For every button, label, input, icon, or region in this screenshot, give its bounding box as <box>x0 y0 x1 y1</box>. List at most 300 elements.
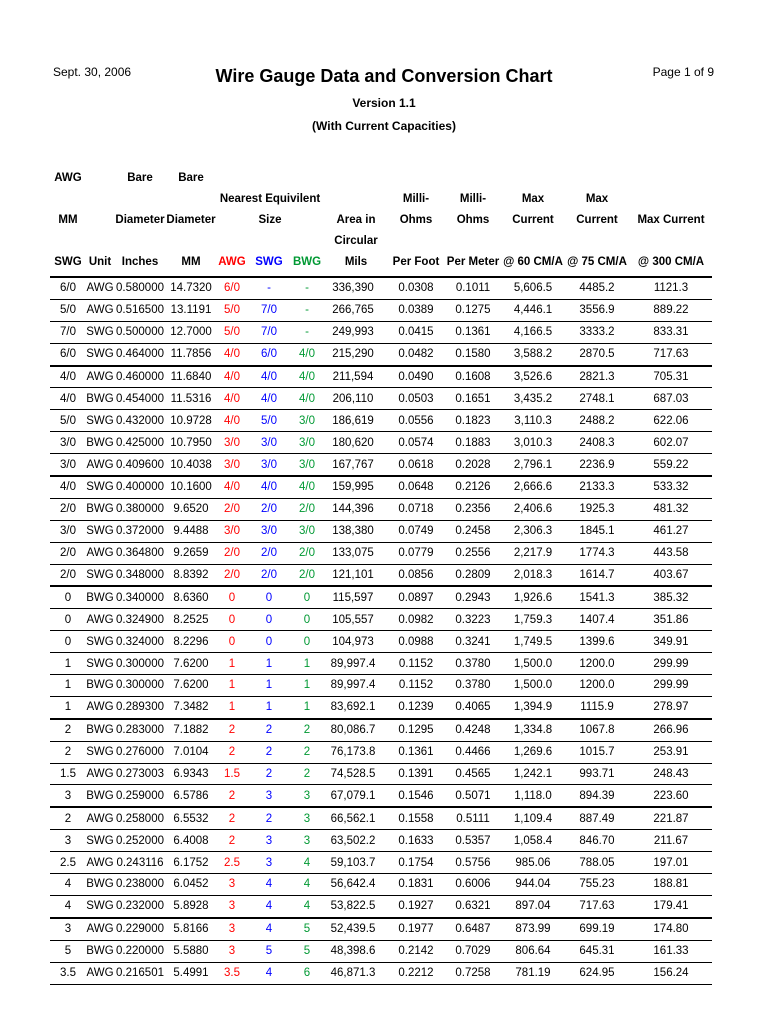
cell-unit: BWG <box>86 432 114 454</box>
cell-unit: SWG <box>86 653 114 675</box>
cell-unit: BWG <box>86 498 114 520</box>
table-row <box>50 542 712 564</box>
cell-gauge: 0 <box>50 631 86 653</box>
table-row <box>50 874 712 896</box>
cell-current-75: 1200.0 <box>564 675 630 697</box>
cell-bare-in: 0.289300 <box>114 696 166 718</box>
cell-area-cmils: 180,620 <box>324 432 388 454</box>
cell-bare-mm: 6.5786 <box>166 785 216 807</box>
cell-area-cmils: 89,997.4 <box>324 653 388 675</box>
cell-bare-mm: 11.6840 <box>166 366 216 388</box>
cell-current-60: 1,118.0 <box>502 785 564 807</box>
table-row <box>50 696 712 718</box>
cell-near-swg: 2 <box>248 741 290 763</box>
cell-unit: AWG <box>86 763 114 785</box>
table-row <box>50 763 712 785</box>
cell-mohm-per-m: 0.3223 <box>444 609 502 631</box>
cell-unit: SWG <box>86 631 114 653</box>
cell-bare-in: 0.258000 <box>114 807 166 829</box>
cell-near-swg: 3 <box>248 785 290 807</box>
cell-unit: BWG <box>86 940 114 962</box>
cell-mohm-per-ft: 0.1558 <box>388 807 444 829</box>
cell-current-60: 3,435.2 <box>502 388 564 410</box>
cell-current-75: 894.39 <box>564 785 630 807</box>
cell-bare-in: 0.300000 <box>114 653 166 675</box>
cell-bare-in: 0.259000 <box>114 785 166 807</box>
table-row <box>50 476 712 498</box>
cell-mohm-per-ft: 0.2212 <box>388 962 444 984</box>
cell-current-300: 197.01 <box>630 852 712 874</box>
cell-near-swg: 4 <box>248 874 290 896</box>
cell-near-bwg: 4/0 <box>290 388 324 410</box>
cell-bare-in: 0.348000 <box>114 564 166 586</box>
cell-bare-in: 0.580000 <box>114 277 166 299</box>
cell-mohm-per-ft: 0.0618 <box>388 454 444 476</box>
cell-gauge: 4/0 <box>50 366 86 388</box>
cell-near-awg: 3/0 <box>216 432 248 454</box>
cell-current-60: 806.64 <box>502 940 564 962</box>
cell-near-swg: 4 <box>248 962 290 984</box>
cell-near-swg: 7/0 <box>248 321 290 343</box>
cell-mohm-per-m: 0.5071 <box>444 785 502 807</box>
cell-current-75: 1067.8 <box>564 719 630 741</box>
cell-current-300: 461.27 <box>630 520 712 542</box>
cell-bare-mm: 9.2659 <box>166 542 216 564</box>
cell-near-swg: 0 <box>248 609 290 631</box>
table-row <box>50 564 712 586</box>
cell-bare-mm: 6.4008 <box>166 830 216 852</box>
cell-current-60: 985.06 <box>502 852 564 874</box>
cell-area-cmils: 56,642.4 <box>324 874 388 896</box>
cell-near-swg: 5/0 <box>248 410 290 432</box>
table-body <box>50 277 712 984</box>
cell-near-awg: 2/0 <box>216 542 248 564</box>
cell-near-swg: 2 <box>248 807 290 829</box>
cell-area-cmils: 59,103.7 <box>324 852 388 874</box>
cell-mohm-per-ft: 0.1295 <box>388 719 444 741</box>
cell-gauge: 6/0 <box>50 343 86 365</box>
cell-near-swg: 0 <box>248 586 290 608</box>
header-mohm-ft-line1: Milli-Ohms <box>399 193 433 226</box>
header-i300-line2: @ 300 CM/A <box>637 256 705 268</box>
cell-area-cmils: 52,439.5 <box>324 918 388 940</box>
table-row <box>50 653 712 675</box>
table-row <box>50 895 712 917</box>
cell-mohm-per-m: 0.4065 <box>444 696 502 718</box>
cell-mohm-per-m: 0.3241 <box>444 631 502 653</box>
cell-current-60: 2,666.6 <box>502 476 564 498</box>
cell-current-300: 253.91 <box>630 741 712 763</box>
cell-mohm-per-ft: 0.0415 <box>388 321 444 343</box>
cell-current-75: 645.31 <box>564 940 630 962</box>
header-i60-line2: @ 60 CM/A <box>503 256 563 268</box>
cell-mohm-per-m: 0.5756 <box>444 852 502 874</box>
cell-current-75: 755.23 <box>564 874 630 896</box>
cell-current-60: 1,242.1 <box>502 763 564 785</box>
cell-current-300: 687.03 <box>630 388 712 410</box>
cell-mohm-per-ft: 0.1831 <box>388 874 444 896</box>
cell-bare-mm: 8.2296 <box>166 631 216 653</box>
cell-current-75: 3333.2 <box>564 321 630 343</box>
cell-near-swg: 3/0 <box>248 432 290 454</box>
cell-mohm-per-ft: 0.0988 <box>388 631 444 653</box>
table-row <box>50 940 712 962</box>
cell-current-300: 533.32 <box>630 476 712 498</box>
cell-near-awg: 0 <box>216 586 248 608</box>
cell-unit: AWG <box>86 299 114 321</box>
table-row <box>50 321 712 343</box>
header-bare-mm-line3: MM <box>181 256 201 268</box>
cell-near-awg: 5/0 <box>216 299 248 321</box>
cell-near-awg: 6/0 <box>216 277 248 299</box>
cell-gauge: 4/0 <box>50 388 86 410</box>
cell-unit: AWG <box>86 807 114 829</box>
table-row <box>50 675 712 697</box>
cell-current-75: 4485.2 <box>564 277 630 299</box>
cell-unit: AWG <box>86 962 114 984</box>
cell-near-awg: 2/0 <box>216 564 248 586</box>
table-row <box>50 520 712 542</box>
cell-near-awg: 3/0 <box>216 520 248 542</box>
cell-near-bwg: 3 <box>290 830 324 852</box>
subtitle-note: (With Current Capacities) <box>312 119 456 133</box>
cell-gauge: 3.5 <box>50 962 86 984</box>
cell-unit: SWG <box>86 343 114 365</box>
cell-mohm-per-ft: 0.0779 <box>388 542 444 564</box>
cell-unit: BWG <box>86 719 114 741</box>
cell-mohm-per-ft: 0.1633 <box>388 830 444 852</box>
cell-near-awg: 2 <box>216 785 248 807</box>
cell-mohm-per-m: 0.1608 <box>444 366 502 388</box>
cell-gauge: 7/0 <box>50 321 86 343</box>
cell-mohm-per-ft: 0.1546 <box>388 785 444 807</box>
cell-near-swg: 1 <box>248 696 290 718</box>
cell-bare-in: 0.324000 <box>114 631 166 653</box>
cell-current-60: 3,010.3 <box>502 432 564 454</box>
header-bare-mm-line2: Diameter <box>166 214 216 226</box>
cell-unit: AWG <box>86 609 114 631</box>
cell-current-300: 559.22 <box>630 454 712 476</box>
version-label: Version 1.1 <box>352 96 416 110</box>
cell-mohm-per-m: 0.4248 <box>444 719 502 741</box>
cell-unit: AWG <box>86 277 114 299</box>
cell-bare-mm: 5.4991 <box>166 962 216 984</box>
cell-mohm-per-m: 0.5111 <box>444 807 502 829</box>
header-area-line2: Circular Mils <box>334 235 378 268</box>
cell-near-swg: 4/0 <box>248 388 290 410</box>
cell-mohm-per-m: 0.2028 <box>444 454 502 476</box>
cell-mohm-per-ft: 0.1754 <box>388 852 444 874</box>
cell-near-awg: 1.5 <box>216 763 248 785</box>
cell-current-300: 278.97 <box>630 696 712 718</box>
cell-current-75: 788.05 <box>564 852 630 874</box>
cell-mohm-per-m: 0.4565 <box>444 763 502 785</box>
cell-current-300: 833.31 <box>630 321 712 343</box>
cell-bare-mm: 7.3482 <box>166 696 216 718</box>
cell-unit: AWG <box>86 852 114 874</box>
table-row <box>50 586 712 608</box>
cell-near-bwg: - <box>290 277 324 299</box>
cell-gauge: 2/0 <box>50 542 86 564</box>
cell-bare-in: 0.409600 <box>114 454 166 476</box>
cell-bare-mm: 11.5316 <box>166 388 216 410</box>
cell-current-300: 481.32 <box>630 498 712 520</box>
cell-current-300: 299.99 <box>630 653 712 675</box>
cell-current-75: 2488.2 <box>564 410 630 432</box>
cell-bare-mm: 7.0104 <box>166 741 216 763</box>
cell-bare-in: 0.454000 <box>114 388 166 410</box>
cell-unit: SWG <box>86 895 114 917</box>
cell-near-awg: 2.5 <box>216 852 248 874</box>
cell-near-bwg: 5 <box>290 918 324 940</box>
cell-gauge: 3 <box>50 918 86 940</box>
cell-unit: SWG <box>86 476 114 498</box>
cell-current-300: 1121.3 <box>630 277 712 299</box>
cell-area-cmils: 266,765 <box>324 299 388 321</box>
cell-current-75: 1115.9 <box>564 696 630 718</box>
cell-near-swg: 1 <box>248 653 290 675</box>
table-row <box>50 299 712 321</box>
cell-area-cmils: 104,973 <box>324 631 388 653</box>
cell-mohm-per-m: 0.1651 <box>444 388 502 410</box>
cell-mohm-per-ft: 0.0897 <box>388 586 444 608</box>
cell-unit: SWG <box>86 321 114 343</box>
cell-current-60: 2,306.3 <box>502 520 564 542</box>
cell-near-awg: 4/0 <box>216 343 248 365</box>
cell-near-swg: 3/0 <box>248 454 290 476</box>
table-row <box>50 719 712 741</box>
cell-near-awg: 3/0 <box>216 454 248 476</box>
cell-bare-in: 0.340000 <box>114 586 166 608</box>
cell-unit: AWG <box>86 454 114 476</box>
cell-mohm-per-ft: 0.0389 <box>388 299 444 321</box>
cell-mohm-per-ft: 0.1391 <box>388 763 444 785</box>
cell-bare-in: 0.229000 <box>114 918 166 940</box>
cell-current-300: 161.33 <box>630 940 712 962</box>
cell-current-300: 705.31 <box>630 366 712 388</box>
cell-near-bwg: 0 <box>290 609 324 631</box>
cell-mohm-per-ft: 0.0490 <box>388 366 444 388</box>
cell-current-75: 887.49 <box>564 807 630 829</box>
cell-bare-mm: 9.4488 <box>166 520 216 542</box>
cell-area-cmils: 115,597 <box>324 586 388 608</box>
cell-unit: BWG <box>86 785 114 807</box>
cell-bare-in: 0.364800 <box>114 542 166 564</box>
cell-gauge: 3 <box>50 830 86 852</box>
cell-current-60: 2,018.3 <box>502 564 564 586</box>
cell-mohm-per-ft: 0.0856 <box>388 564 444 586</box>
cell-near-bwg: 2/0 <box>290 498 324 520</box>
cell-mohm-per-ft: 0.1927 <box>388 895 444 917</box>
cell-current-75: 624.95 <box>564 962 630 984</box>
cell-near-bwg: 0 <box>290 631 324 653</box>
cell-current-75: 2821.3 <box>564 366 630 388</box>
cell-mohm-per-m: 0.7258 <box>444 962 502 984</box>
cell-bare-in: 0.252000 <box>114 830 166 852</box>
cell-bare-mm: 10.9728 <box>166 410 216 432</box>
cell-near-awg: 4/0 <box>216 476 248 498</box>
header-bare-in-line1: Bare <box>127 172 153 184</box>
cell-bare-in: 0.432000 <box>114 410 166 432</box>
cell-current-300: 248.43 <box>630 763 712 785</box>
cell-near-swg: 2/0 <box>248 564 290 586</box>
cell-bare-in: 0.500000 <box>114 321 166 343</box>
cell-gauge: 0 <box>50 586 86 608</box>
cell-current-60: 1,500.0 <box>502 653 564 675</box>
cell-bare-in: 0.220000 <box>114 940 166 962</box>
cell-near-bwg: 6 <box>290 962 324 984</box>
cell-near-awg: 1 <box>216 696 248 718</box>
cell-gauge: 2 <box>50 741 86 763</box>
cell-current-75: 1015.7 <box>564 741 630 763</box>
cell-bare-in: 0.243116 <box>114 852 166 874</box>
cell-bare-in: 0.216501 <box>114 962 166 984</box>
cell-near-bwg: 4/0 <box>290 366 324 388</box>
cell-mohm-per-ft: 0.1239 <box>388 696 444 718</box>
cell-mohm-per-m: 0.2809 <box>444 564 502 586</box>
cell-gauge: 1 <box>50 696 86 718</box>
cell-mohm-per-m: 0.2943 <box>444 586 502 608</box>
cell-mohm-per-m: 0.6487 <box>444 918 502 940</box>
table-row <box>50 741 712 763</box>
cell-current-60: 2,217.9 <box>502 542 564 564</box>
header-gauge-line2: MM <box>58 214 78 226</box>
cell-current-300: 889.22 <box>630 299 712 321</box>
cell-current-60: 1,334.8 <box>502 719 564 741</box>
cell-area-cmils: 121,101 <box>324 564 388 586</box>
cell-bare-mm: 10.4038 <box>166 454 216 476</box>
wire-gauge-table <box>50 168 712 985</box>
cell-near-bwg: 4 <box>290 852 324 874</box>
cell-unit: SWG <box>86 741 114 763</box>
cell-gauge: 3/0 <box>50 520 86 542</box>
cell-near-awg: 0 <box>216 609 248 631</box>
cell-mohm-per-ft: 0.0718 <box>388 498 444 520</box>
cell-current-75: 717.63 <box>564 895 630 917</box>
cell-area-cmils: 66,562.1 <box>324 807 388 829</box>
cell-near-awg: 0 <box>216 631 248 653</box>
cell-unit: SWG <box>86 564 114 586</box>
cell-current-300: 221.87 <box>630 807 712 829</box>
cell-near-bwg: 3/0 <box>290 520 324 542</box>
cell-current-60: 1,058.4 <box>502 830 564 852</box>
cell-current-60: 944.04 <box>502 874 564 896</box>
cell-mohm-per-m: 0.7029 <box>444 940 502 962</box>
cell-mohm-per-ft: 0.1361 <box>388 741 444 763</box>
cell-near-bwg: 3/0 <box>290 432 324 454</box>
cell-current-60: 1,269.6 <box>502 741 564 763</box>
table-row <box>50 918 712 940</box>
cell-current-75: 3556.9 <box>564 299 630 321</box>
cell-area-cmils: 206,110 <box>324 388 388 410</box>
cell-current-75: 1407.4 <box>564 609 630 631</box>
table-row <box>50 830 712 852</box>
cell-area-cmils: 144,396 <box>324 498 388 520</box>
cell-unit: AWG <box>86 542 114 564</box>
cell-current-300: 385.32 <box>630 586 712 608</box>
cell-bare-in: 0.464000 <box>114 343 166 365</box>
cell-current-60: 873.99 <box>502 918 564 940</box>
header-nearest-size: Nearest Equivilent Size <box>219 193 321 226</box>
cell-unit: SWG <box>86 830 114 852</box>
cell-current-75: 2748.1 <box>564 388 630 410</box>
cell-current-300: 349.91 <box>630 631 712 653</box>
table-row <box>50 785 712 807</box>
header-area-line1: Area in <box>336 214 376 226</box>
cell-current-60: 781.19 <box>502 962 564 984</box>
table-row <box>50 277 712 299</box>
cell-near-swg: 4 <box>248 895 290 917</box>
cell-bare-in: 0.425000 <box>114 432 166 454</box>
header-i60-line1: Max Current <box>512 193 554 226</box>
cell-current-60: 1,394.9 <box>502 696 564 718</box>
cell-current-60: 5,606.5 <box>502 277 564 299</box>
cell-current-300: 602.07 <box>630 432 712 454</box>
cell-near-awg: 4/0 <box>216 410 248 432</box>
cell-near-swg: 2/0 <box>248 542 290 564</box>
table-row <box>50 609 712 631</box>
cell-area-cmils: 53,822.5 <box>324 895 388 917</box>
cell-bare-in: 0.273003 <box>114 763 166 785</box>
cell-near-bwg: 3 <box>290 785 324 807</box>
cell-bare-mm: 6.0452 <box>166 874 216 896</box>
cell-gauge: 2.5 <box>50 852 86 874</box>
cell-current-75: 1925.3 <box>564 498 630 520</box>
cell-bare-in: 0.516500 <box>114 299 166 321</box>
header-mohm-ft-line2: Per Foot <box>392 256 440 268</box>
cell-area-cmils: 211,594 <box>324 366 388 388</box>
cell-mohm-per-ft: 0.0308 <box>388 277 444 299</box>
cell-bare-in: 0.300000 <box>114 675 166 697</box>
cell-area-cmils: 83,692.1 <box>324 696 388 718</box>
cell-near-awg: 5/0 <box>216 321 248 343</box>
cell-current-300: 188.81 <box>630 874 712 896</box>
cell-mohm-per-m: 0.1275 <box>444 299 502 321</box>
header-swg: SWG <box>255 256 283 268</box>
cell-mohm-per-ft: 0.1152 <box>388 675 444 697</box>
cell-near-awg: 4/0 <box>216 388 248 410</box>
cell-unit: BWG <box>86 388 114 410</box>
cell-bare-mm: 7.6200 <box>166 653 216 675</box>
cell-near-bwg: - <box>290 299 324 321</box>
cell-mohm-per-ft: 0.0749 <box>388 520 444 542</box>
cell-bare-mm: 10.1600 <box>166 476 216 498</box>
cell-bare-in: 0.283000 <box>114 719 166 741</box>
cell-area-cmils: 80,086.7 <box>324 719 388 741</box>
cell-current-75: 2408.3 <box>564 432 630 454</box>
cell-area-cmils: 186,619 <box>324 410 388 432</box>
cell-area-cmils: 63,502.2 <box>324 830 388 852</box>
cell-area-cmils: 336,390 <box>324 277 388 299</box>
header-mohm-m-line2: Per Meter <box>446 256 500 268</box>
cell-near-bwg: 2/0 <box>290 564 324 586</box>
table-row <box>50 454 712 476</box>
cell-mohm-per-m: 0.5357 <box>444 830 502 852</box>
cell-unit: AWG <box>86 366 114 388</box>
cell-near-bwg: 2 <box>290 763 324 785</box>
cell-current-300: 299.99 <box>630 675 712 697</box>
cell-near-swg: 6/0 <box>248 343 290 365</box>
cell-bare-mm: 10.7950 <box>166 432 216 454</box>
cell-gauge: 5/0 <box>50 410 86 432</box>
header-i75-line2: @ 75 CM/A <box>567 256 627 268</box>
cell-mohm-per-m: 0.1011 <box>444 277 502 299</box>
cell-bare-mm: 7.1882 <box>166 719 216 741</box>
cell-gauge: 2 <box>50 807 86 829</box>
cell-mohm-per-m: 0.2126 <box>444 476 502 498</box>
cell-current-60: 1,109.4 <box>502 807 564 829</box>
cell-current-60: 4,166.5 <box>502 321 564 343</box>
